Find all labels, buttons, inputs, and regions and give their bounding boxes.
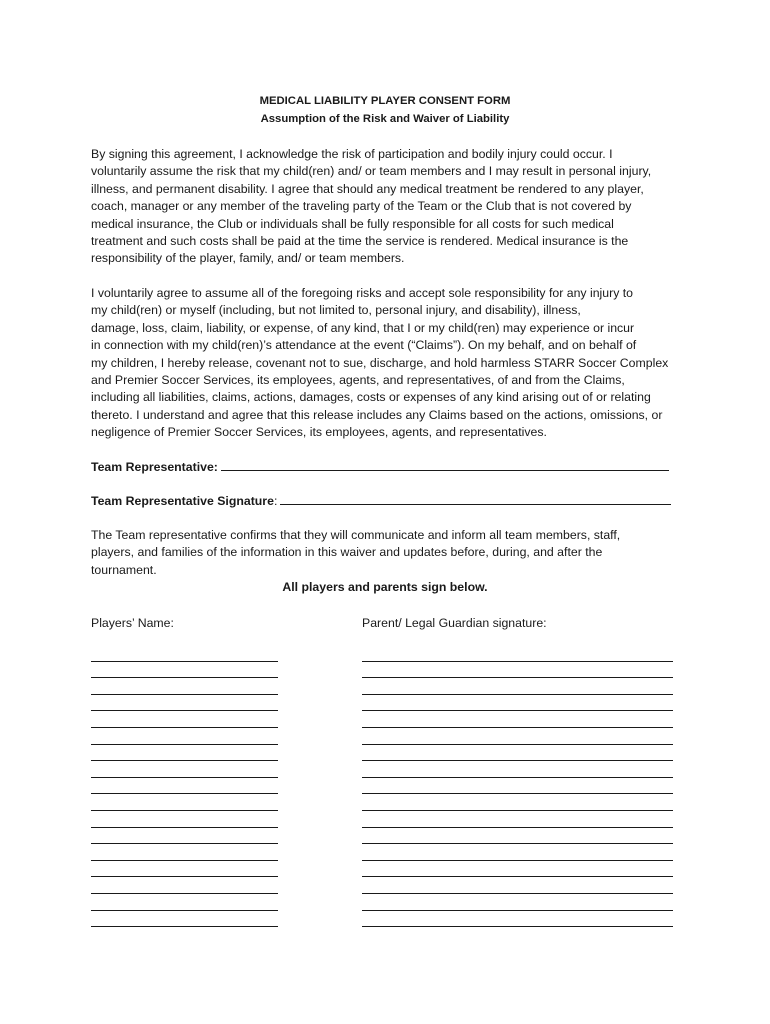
player-name-line[interactable] [91, 645, 278, 662]
guardian-signature-line[interactable] [362, 811, 673, 828]
player-name-line[interactable] [91, 877, 278, 894]
player-name-line[interactable] [91, 911, 278, 928]
paragraph-line: By signing this agreement, I acknowledge the risk of participation and bodily injury could occur. I [91, 147, 613, 161]
paragraph-release [91, 285, 691, 442]
paragraph-line: my child(ren) or myself (including, but not limited to, personal injury, and disability), illness, [91, 303, 581, 318]
paragraph-line: The Team representative confirms that they will communicate and inform all team members, staff, [91, 528, 621, 542]
guardian-signature-line[interactable] [362, 678, 673, 695]
player-name-line[interactable] [91, 662, 278, 679]
player-name-line[interactable] [91, 678, 278, 695]
guardian-signature-line[interactable] [362, 761, 673, 778]
paragraph-line: in connection with my child(ren)’s attendance at the event (“Claims”). On my behalf, and on behalf of [91, 338, 637, 353]
paragraph-line: voluntarily assume the risk that my child(ren) and/ or team members and I may result in personal injury, [91, 164, 652, 179]
guardian-signature-line[interactable] [362, 745, 673, 762]
guardian-signature-line[interactable] [362, 778, 673, 795]
player-name-line[interactable] [91, 811, 278, 828]
paragraph-confirmation [91, 527, 691, 579]
guardian-signature-line[interactable] [362, 695, 673, 712]
player-name-line[interactable] [91, 728, 278, 745]
team-representative-signature-line[interactable] [280, 493, 671, 505]
form-title: MEDICAL LIABILITY PLAYER CONSENT FORM [259, 95, 511, 107]
guardian-signature-line[interactable] [362, 911, 673, 928]
team-representative-label: Team Representative: [91, 460, 218, 474]
player-name-line[interactable] [91, 844, 278, 861]
paragraph-line: illness, and permanent disability. I agree that should any medical treatment be rendered to any player, [91, 181, 644, 196]
paragraph-line: responsibility of the player, family, and/ or team members. [91, 251, 405, 266]
paragraph-line: tournament. [91, 562, 157, 577]
guardian-signature-line[interactable] [362, 877, 673, 894]
guardian-signature-line[interactable] [362, 728, 673, 745]
paragraph-line: players, and families of the information in this waiver and updates before, during, and after the [91, 545, 603, 560]
player-name-line[interactable] [91, 894, 278, 911]
colon: : [273, 494, 278, 508]
form-subtitle: Assumption of the Risk and Waiver of Liability [260, 113, 510, 125]
player-name-line[interactable] [91, 761, 278, 778]
sign-heading: All players and parents sign below. [282, 580, 488, 594]
team-representative-field [91, 459, 669, 474]
guardian-signature-header: Parent/ Legal Guardian signature: [362, 616, 547, 630]
guardian-signature-line[interactable] [362, 861, 673, 878]
paragraph-line: negligence of Premier Soccer Services, its employees, agents, and representatives. [91, 425, 547, 440]
guardian-signature-column [362, 645, 673, 927]
guardian-signature-line[interactable] [362, 844, 673, 861]
team-representative-line[interactable] [221, 459, 669, 471]
team-representative-signature-field [91, 493, 671, 508]
paragraph-line: damage, loss, claim, liability, or expense, of any kind, that I or my child(ren) may experience or incur [91, 320, 635, 335]
paragraph-line: I voluntarily agree to assume all of the foregoing risks and accept sole responsibility for any injury to [91, 286, 634, 300]
player-name-line[interactable] [91, 711, 278, 728]
paragraph-line: including all liabilities, claims, actions, damages, costs or expenses of any kind arising out of or relating [91, 390, 651, 405]
paragraph-line: coach, manager or any member of the traveling party of the Team or the Club that is not covered by [91, 199, 632, 214]
guardian-signature-line[interactable] [362, 828, 673, 845]
guardian-signature-line[interactable] [362, 894, 673, 911]
paragraph-line: treatment and such costs shall be paid at the time the service is rendered. Medical insurance is the [91, 234, 629, 249]
paragraph-line: medical insurance, the Club or individuals shall be fully responsible for all costs for such medical [91, 216, 614, 231]
player-name-line[interactable] [91, 745, 278, 762]
player-name-line[interactable] [91, 695, 278, 712]
paragraph-acknowledgement [91, 146, 691, 268]
team-representative-signature-label: Team Representative Signature [91, 494, 274, 508]
players-name-header: Players’ Name: [91, 616, 174, 630]
guardian-signature-line[interactable] [362, 794, 673, 811]
player-name-line[interactable] [91, 778, 278, 795]
paragraph-line: my children, I hereby release, covenant not to sue, discharge, and hold harmless STARR Soccer Complex [91, 355, 669, 370]
player-name-line[interactable] [91, 861, 278, 878]
player-name-line[interactable] [91, 828, 278, 845]
guardian-signature-line[interactable] [362, 645, 673, 662]
player-name-line[interactable] [91, 794, 278, 811]
guardian-signature-line[interactable] [362, 662, 673, 679]
players-name-column [91, 645, 278, 927]
guardian-signature-line[interactable] [362, 711, 673, 728]
paragraph-line: and Premier Soccer Services, its employees, agents, and representatives, of and from the Claims, [91, 373, 625, 388]
paragraph-line: thereto. I understand and agree that this release includes any Claims based on the actions, omissions, or [91, 407, 663, 422]
